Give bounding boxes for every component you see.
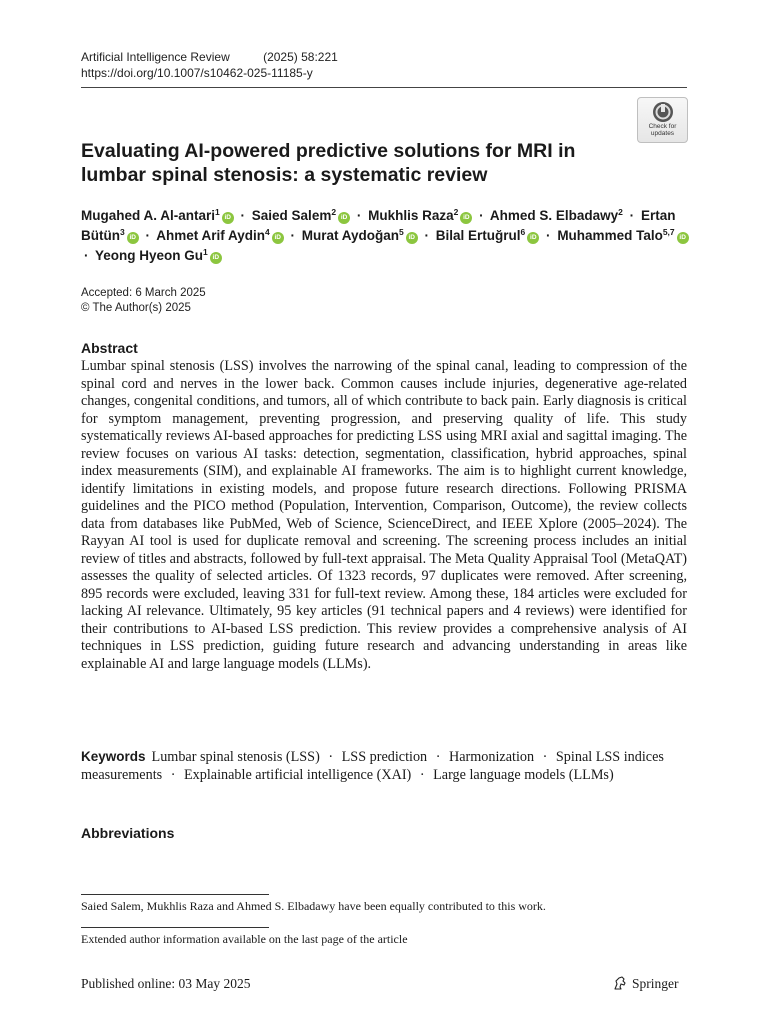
orcid-icon[interactable]: iD	[210, 252, 222, 264]
journal-header	[81, 49, 687, 81]
author-name: Bilal Ertuğrul	[435, 228, 521, 243]
author-name: Muhammed Talo	[557, 228, 663, 243]
orcid-icon[interactable]: iD	[527, 232, 539, 244]
badge-line-1: Check for	[648, 123, 677, 130]
keywords-section	[81, 748, 687, 784]
article-title: Evaluating AI-powered predictive solutions for MRI in lumbar spinal stenosis: a systematic review	[81, 140, 576, 186]
doi-link[interactable]: https://doi.org/10.1007/s10462-025-11185-y	[81, 66, 313, 80]
publisher-logo	[612, 975, 679, 993]
author-affiliation: 1	[215, 207, 220, 217]
keyword-separator: ·	[419, 766, 425, 783]
author-name: Murat Aydoğan	[301, 228, 400, 243]
author-separator: ·	[479, 208, 484, 223]
author-name: Ertan Bütün	[81, 208, 676, 243]
published-date: Published online: 03 May 2025	[81, 976, 251, 991]
orcid-icon[interactable]: iD	[127, 232, 139, 244]
publisher-name: Springer	[632, 976, 679, 991]
extended-info-footnote: Extended author information available on the last page of the article	[81, 932, 408, 946]
equal-contribution-footnote: Saied Salem, Mukhlis Raza and Ahmed S. Elbadawy have been equally contributed to this work.	[81, 899, 546, 913]
article-dates	[81, 286, 206, 316]
author-affiliation: 2	[453, 207, 459, 217]
abstract-heading: Abstract	[81, 340, 138, 356]
springer-horse-icon	[612, 975, 628, 991]
author-list	[81, 206, 691, 266]
author-separator: ·	[84, 248, 89, 263]
author-affiliation: 3	[119, 227, 125, 237]
keyword: Harmonization	[448, 749, 535, 765]
footnote-divider	[81, 927, 269, 928]
copyright-notice: © The Author(s) 2025	[81, 302, 191, 314]
author-name: Ahmed S. Elbadawy	[489, 208, 619, 223]
keyword-separator: ·	[542, 749, 548, 765]
orcid-icon[interactable]: iD	[272, 232, 284, 244]
keyword: LSS prediction	[341, 749, 428, 765]
author-affiliation: 4	[265, 227, 270, 237]
journal-volume: (2025) 58:221	[263, 50, 338, 64]
author-affiliation: 6	[520, 227, 526, 237]
abbreviations-heading: Abbreviations	[81, 825, 175, 841]
author-name: Mukhlis Raza	[368, 208, 454, 223]
keyword-separator: ·	[328, 749, 334, 765]
journal-name: Artificial Intelligence Review	[81, 50, 230, 64]
badge-line-2: updates	[650, 130, 675, 137]
author-affiliation: 5,7	[662, 227, 675, 237]
check-for-updates-badge[interactable]	[637, 97, 688, 143]
author-separator: ·	[356, 208, 362, 223]
author[interactable]	[557, 228, 688, 243]
author-separator: ·	[424, 228, 430, 243]
author[interactable]	[368, 208, 472, 223]
author-name: Ahmet Arif Aydin	[156, 228, 265, 243]
check-for-updates-icon	[652, 101, 674, 123]
abstract-text: Lumbar spinal stenosis (LSS) involves the narrowing of the spinal canal, leading to compression of the spinal cord and nerves in the lower back. Common causes include injuries, degenerative age-related changes, congenital conditions, and tumors, all of which contribute to back pain. Early diagnosis is critical for symptom management, preventing progression, and preserving quality of life. This study systematically reviews AI-based approaches for predicting LSS using MRI axial and sagittal imaging. The review focuses on various AI tasks: detection, segmentation, classification, hybrid approaches, spinal index measurements (SIM), and explainable AI frameworks. The aim is to highlight current knowledge, identify limitations in existing models, and propose future research directions. Following PRISMA guidelines and the PICO method (Population, Intervention, Comparison, Outcome), the review collects data from databases like PubMed, Web of Science, ScienceDirect, and IEEE Xplore (2005–2024). The Rayyan AI tool is used for duplicate removal and screening. The screening process includes an initial review of titles and abstracts, followed by full-text appraisal. The Meta Quality Appraisal Tool (MetaQAT) assesses the quality of selected articles. Of 1323 records, 97 duplicates were removed. After screening, 895 records were excluded, leaving 331 for full-text review. Among these, 184 articles were excluded for lacking AI relevance. Ultimately, 95 key articles (91 technical papers and 4 reviews) were identified for their contributions to AI-based LSS prediction. This review provides a comprehensive analysis of AI techniques in LSS prediction, guiding future research and advancing understanding in areas like explainable AI and large language models (LLMs).	[81, 358, 688, 672]
author-name: Mugahed A. Al-antari	[81, 208, 216, 223]
author[interactable]	[436, 228, 540, 243]
author-affiliation: 5	[399, 227, 404, 237]
author[interactable]	[490, 208, 623, 223]
author-separator: ·	[145, 228, 150, 243]
orcid-icon[interactable]: iD	[677, 232, 689, 244]
author-separator: ·	[240, 208, 246, 223]
author[interactable]	[302, 228, 418, 243]
author-separator: ·	[546, 228, 551, 243]
orcid-icon[interactable]: iD	[338, 212, 350, 224]
keyword-separator: ·	[170, 766, 176, 783]
keyword: Large language models (LLMs)	[433, 766, 614, 783]
accepted-date: Accepted: 6 March 2025	[81, 287, 206, 299]
author-name: Saied Salem	[251, 208, 332, 223]
author-separator: ·	[290, 228, 295, 243]
orcid-icon[interactable]: iD	[222, 212, 234, 224]
author-affiliation: 1	[203, 247, 208, 257]
orcid-icon[interactable]: iD	[460, 212, 472, 224]
orcid-icon[interactable]: iD	[406, 232, 418, 244]
header-divider	[81, 87, 687, 88]
footnote-divider	[81, 894, 269, 895]
keyword: Lumbar spinal stenosis (LSS)	[151, 749, 320, 765]
keyword: Explainable artificial intelligence (XAI)	[183, 766, 412, 783]
keyword-separator: ·	[435, 749, 441, 765]
author[interactable]	[156, 228, 284, 243]
author[interactable]	[95, 248, 222, 263]
author[interactable]	[252, 208, 350, 223]
keyword-list	[81, 749, 664, 783]
author-name: Yeong Hyeon Gu	[95, 248, 204, 263]
keywords-label: Keywords	[81, 749, 146, 764]
author-affiliation: 2	[618, 207, 623, 217]
author-affiliation: 2	[331, 207, 337, 217]
author-separator: ·	[629, 208, 635, 223]
keyword: Spinal LSS indices measurements	[81, 749, 664, 783]
author[interactable]	[81, 208, 234, 223]
